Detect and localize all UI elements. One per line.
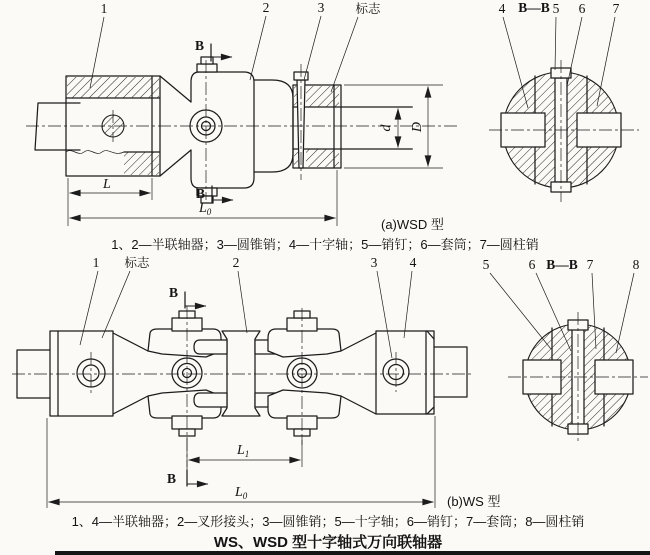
callout-mark-b: 标志 [124, 256, 150, 270]
view-a-bearing-cap-top [197, 64, 217, 72]
section-mark-b-bottom-b: B [167, 471, 177, 486]
view-b-right-shaft [434, 347, 467, 397]
callout-8-b: 8 [632, 257, 640, 272]
view-a-caption: (a)WSD 型 [381, 217, 444, 232]
view-a-yoke [190, 57, 293, 203]
view-b-parts-list: 1、4—半联轴器；2—叉形接头；3—圆锥销；5—十字轴；6—销钉；7—套筒；8—圆柱销 [71, 514, 585, 529]
callout-2-a: 2 [262, 0, 270, 15]
callout-2-b: 2 [232, 255, 240, 270]
callout-3-b: 3 [370, 255, 378, 270]
callout-6-b: 6 [528, 257, 536, 272]
section-mark-b-top-a: B [195, 38, 205, 53]
callout-6-a: 6 [578, 1, 586, 16]
dim-D-label: D [410, 121, 425, 133]
section-title-b: B—B [546, 257, 578, 272]
section-title-a: B—B [518, 0, 550, 15]
callout-mark-a: 标志 [355, 2, 381, 16]
section-mark-b-bottom-a: B [196, 186, 206, 201]
dim-L-label: L [103, 177, 111, 192]
dim-d-label: d [379, 124, 394, 132]
view-b-right-half-coupling [376, 331, 434, 414]
view-b-caption: (b)WS 型 [447, 494, 501, 509]
dim-L1-label: $L_1$ [237, 443, 250, 459]
view-a-wsd-assembly [26, 0, 458, 226]
callout-3-a: 3 [317, 0, 325, 15]
callout-7-a: 7 [612, 1, 620, 16]
callout-5-a: 5 [552, 1, 560, 16]
callout-5-b: 5 [482, 257, 490, 272]
dim-L0-b-label: $L_0$ [235, 485, 248, 501]
section-mark-b-top-b: B [169, 285, 179, 300]
view-b-left-half-coupling [50, 331, 113, 416]
callout-4-a: 4 [498, 1, 506, 16]
callout-1-a: 1 [100, 1, 108, 16]
callout-4-b: 4 [409, 255, 417, 270]
scan-edge-bar [55, 551, 650, 555]
view-a-section-bb [489, 0, 639, 202]
view-b-ws-assembly [12, 255, 474, 508]
view-a-dimensions [68, 38, 443, 226]
view-a-left-cone-top [160, 76, 191, 102]
view-b-section-bb [483, 257, 648, 444]
view-a-right-half-coupling [293, 72, 412, 168]
view-a-parts-list: 1、2—半联轴器；3—圆锥销；4—十字轴；5—销钉；6—套筒；7—圆柱销 [111, 237, 539, 252]
view-a-left-shaft [35, 103, 80, 150]
callout-1-b: 1 [92, 255, 100, 270]
dim-L0-label: $L_0$ [199, 201, 212, 217]
callout-7-b: 7 [586, 257, 594, 272]
view-b-joint-2 [287, 311, 317, 436]
view-a-left-cone-bottom [160, 150, 191, 176]
figure-title: WS、WSD 型十字轴式万向联轴器 [213, 534, 443, 551]
